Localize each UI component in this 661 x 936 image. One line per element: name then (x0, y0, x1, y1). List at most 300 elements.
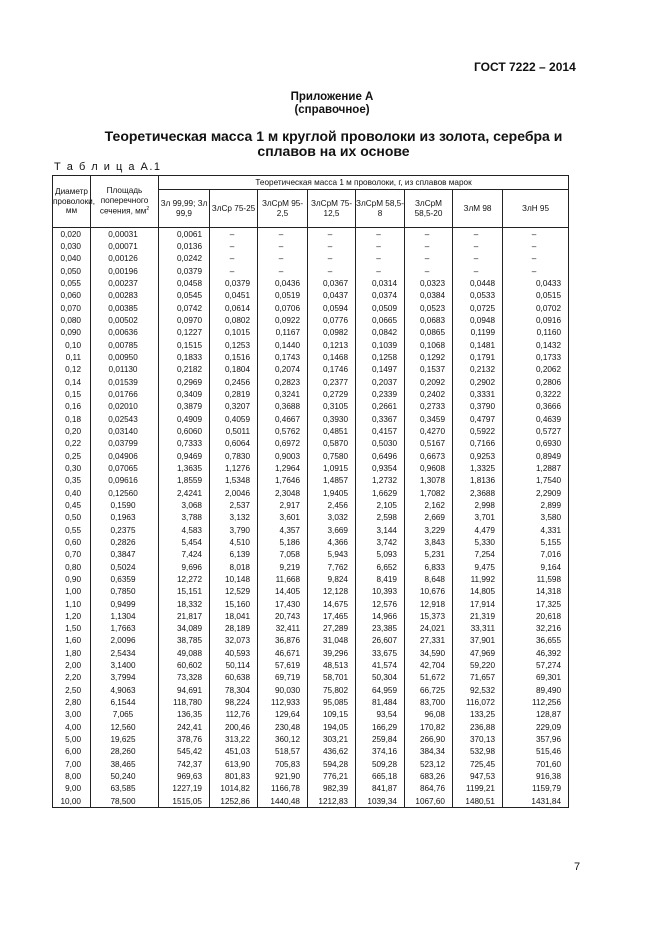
mass-cell: 370,13 (453, 733, 503, 745)
document-code: ГОСТ 7222 – 2014 (474, 60, 576, 74)
mass-cell: 2,998 (453, 499, 503, 511)
diameter-cell: 0,35 (53, 475, 91, 487)
mass-cell: – (258, 253, 308, 265)
mass-cell: 0,1497 (356, 364, 405, 376)
mass-cell: 0,3790 (453, 401, 503, 413)
mass-cell: 259,84 (356, 733, 405, 745)
mass-cell: 60,602 (159, 659, 210, 671)
mass-cell: 9,696 (159, 561, 210, 573)
header-group: Теоретическая масса 1 м проволоки, г, из сплавов марок (159, 176, 569, 190)
mass-cell: 4,479 (453, 524, 503, 536)
mass-cell: 12,272 (159, 573, 210, 585)
mass-cell: 93,54 (356, 709, 405, 721)
area-cell: 7,065 (91, 709, 159, 721)
mass-cell: 0,5870 (308, 438, 356, 450)
mass-cell: 1,1276 (210, 462, 258, 474)
diameter-cell: 6,00 (53, 746, 91, 758)
table-row (53, 610, 569, 622)
mass-cell: 6,139 (210, 549, 258, 561)
diameter-cell: 9,00 (53, 783, 91, 795)
table-row (53, 684, 569, 696)
mass-cell: 0,0948 (453, 314, 503, 326)
mass-cell: – (453, 265, 503, 277)
mass-cell: 0,2969 (159, 376, 210, 388)
title-line-1: Теоретическая масса 1 м круглой проволоки из золота, серебра и (104, 128, 563, 144)
mass-cell: 0,3241 (258, 388, 308, 400)
mass-cell: 2,917 (258, 499, 308, 511)
mass-cell: 0,6060 (159, 425, 210, 437)
mass-cell: 10,393 (356, 586, 405, 598)
mass-cell: 0,0374 (356, 290, 405, 302)
mass-cell: 6,652 (356, 561, 405, 573)
diameter-cell: 0,25 (53, 450, 91, 462)
mass-cell: 0,0614 (210, 302, 258, 314)
mass-cell: – (210, 228, 258, 241)
diameter-cell: 5,00 (53, 733, 91, 745)
table-row (53, 487, 569, 499)
table-row (53, 758, 569, 770)
area-cell: 0,00071 (91, 240, 159, 252)
mass-cell: 0,1481 (453, 339, 503, 351)
area-cell: 6,1544 (91, 696, 159, 708)
mass-cell: 0,0842 (356, 327, 405, 339)
mass-cell: 14,805 (453, 586, 503, 598)
mass-cell: 37,901 (453, 635, 503, 647)
table-row (53, 462, 569, 474)
diameter-cell: 0,55 (53, 524, 91, 536)
mass-cell: 0,2074 (258, 364, 308, 376)
area-cell: 28,260 (91, 746, 159, 758)
mass-cell: 1212,83 (308, 795, 356, 808)
table-row (53, 499, 569, 511)
mass-cell: 0,2902 (453, 376, 503, 388)
mass-cell: 0,0802 (210, 314, 258, 326)
mass-cell: 32,411 (258, 623, 308, 635)
mass-cell: 27,331 (405, 635, 453, 647)
mass-cell: 9,219 (258, 561, 308, 573)
table-row (53, 733, 569, 745)
area-cell: 0,7850 (91, 586, 159, 598)
table-row (53, 746, 569, 758)
table-row (53, 364, 569, 376)
mass-cell: 83,700 (405, 696, 453, 708)
mass-cell: 3,032 (308, 512, 356, 524)
area-cell: 2,5434 (91, 647, 159, 659)
mass-cell: 0,1292 (405, 351, 453, 363)
mass-cell: – (210, 265, 258, 277)
mass-cell: – (356, 253, 405, 265)
mass-cell: 1067,60 (405, 795, 453, 808)
mass-cell: 0,2806 (503, 376, 569, 388)
mass-cell: 39,296 (308, 647, 356, 659)
diameter-cell: 0,030 (53, 240, 91, 252)
mass-cell: 0,6673 (405, 450, 453, 462)
diameter-cell: 2,20 (53, 672, 91, 684)
diameter-cell: 0,50 (53, 512, 91, 524)
area-cell: 0,01766 (91, 388, 159, 400)
diameter-cell: 7,00 (53, 758, 91, 770)
table-row (53, 228, 569, 241)
mass-cell: 17,914 (453, 598, 503, 610)
mass-cell: 0,2402 (405, 388, 453, 400)
mass-cell: 6,833 (405, 561, 453, 573)
table-row (53, 524, 569, 536)
mass-cell: 2,3048 (258, 487, 308, 499)
mass-cell: 0,5167 (405, 438, 453, 450)
mass-cell: 5,454 (159, 536, 210, 548)
mass-cell: 66,725 (405, 684, 453, 696)
mass-cell: 303,21 (308, 733, 356, 745)
mass-cell: 41,574 (356, 659, 405, 671)
mass-cell: 1,7540 (503, 475, 569, 487)
mass-cell: 0,1213 (308, 339, 356, 351)
diameter-cell: 2,00 (53, 659, 91, 671)
area-cell: 0,00785 (91, 339, 159, 351)
mass-cell: 1,2964 (258, 462, 308, 474)
area-cell: 78,500 (91, 795, 159, 808)
area-cell: 0,03140 (91, 425, 159, 437)
mass-cell: 31,048 (308, 635, 356, 647)
mass-cell: 0,0725 (453, 302, 503, 314)
mass-cell: 0,0545 (159, 290, 210, 302)
diameter-cell: 0,40 (53, 487, 91, 499)
mass-cell: 1,9405 (308, 487, 356, 499)
mass-cell: 2,899 (503, 499, 569, 511)
mass-cell: 9,824 (308, 573, 356, 585)
mass-cell: 112,256 (503, 696, 569, 708)
mass-cell: 69,301 (503, 672, 569, 684)
mass-cell: 0,4270 (405, 425, 453, 437)
area-cell: 0,2826 (91, 536, 159, 548)
mass-cell: 0,1515 (159, 339, 210, 351)
mass-cell: 0,7333 (159, 438, 210, 450)
mass-cell: 5,155 (503, 536, 569, 548)
mass-cell: 0,0436 (258, 277, 308, 289)
mass-cell: 0,0451 (210, 290, 258, 302)
mass-cell: 15,373 (405, 610, 453, 622)
mass-cell: 518,57 (258, 746, 308, 758)
mass-cell: 0,6972 (258, 438, 308, 450)
mass-cell: 0,4157 (356, 425, 405, 437)
mass-cell: 378,76 (159, 733, 210, 745)
mass-cell: 236,88 (453, 721, 503, 733)
mass-cell: 5,231 (405, 549, 453, 561)
mass-cell: 49,088 (159, 647, 210, 659)
mass-cell: 11,668 (258, 573, 308, 585)
mass-cell: 0,0533 (453, 290, 503, 302)
area-cell: 0,00950 (91, 351, 159, 363)
mass-cell: 7,016 (503, 549, 569, 561)
table-row (53, 635, 569, 647)
mass-cell: 0,2819 (210, 388, 258, 400)
mass-cell: 15,160 (210, 598, 258, 610)
mass-cell: 705,83 (258, 758, 308, 770)
mass-cell: 34,590 (405, 647, 453, 659)
table-row (53, 709, 569, 721)
area-cell: 0,1590 (91, 499, 159, 511)
mass-cell: 0,3105 (308, 401, 356, 413)
diameter-cell: 0,30 (53, 462, 91, 474)
mass-cell: 0,1068 (405, 339, 453, 351)
area-cell: 50,240 (91, 770, 159, 782)
mass-cell: 4,357 (258, 524, 308, 536)
mass-cell: 0,4667 (258, 413, 308, 425)
mass-cell: 60,638 (210, 672, 258, 684)
mass-cell: – (308, 265, 356, 277)
header-alloy: ЗлН 95 (503, 190, 569, 228)
mass-cell: 0,1258 (356, 351, 405, 363)
mass-cell: 0,1833 (159, 351, 210, 363)
mass-cell: 725,45 (453, 758, 503, 770)
diameter-cell: 0,15 (53, 388, 91, 400)
mass-cell: 0,1468 (308, 351, 356, 363)
mass-cell: 266,90 (405, 733, 453, 745)
diameter-cell: 2,80 (53, 696, 91, 708)
area-cell: 1,1304 (91, 610, 159, 622)
mass-cell: – (453, 240, 503, 252)
mass-cell: 0,1227 (159, 327, 210, 339)
mass-cell: 0,1432 (503, 339, 569, 351)
mass-cell: 170,82 (405, 721, 453, 733)
mass-cell: 1039,34 (356, 795, 405, 808)
mass-cell: 360,12 (258, 733, 308, 745)
mass-cell: 0,4797 (453, 413, 503, 425)
mass-cell: 0,0970 (159, 314, 210, 326)
mass-cell: 2,598 (356, 512, 405, 524)
mass-cell: 95,085 (308, 696, 356, 708)
area-cell: 0,00283 (91, 290, 159, 302)
title-line-2: сплавов на их основе (257, 143, 410, 159)
mass-cell: 0,0683 (405, 314, 453, 326)
mass-cell: 0,0437 (308, 290, 356, 302)
mass-cell: 0,8949 (503, 450, 569, 462)
mass-cell: 7,762 (308, 561, 356, 573)
mass-cell: 0,7580 (308, 450, 356, 462)
mass-cell: 17,465 (308, 610, 356, 622)
mass-cell: 57,619 (258, 659, 308, 671)
area-cell: 38,465 (91, 758, 159, 770)
mass-cell: 8,018 (210, 561, 258, 573)
table-row (53, 783, 569, 795)
mass-cell: – (453, 253, 503, 265)
area-cell: 0,04906 (91, 450, 159, 462)
diameter-cell: 0,60 (53, 536, 91, 548)
mass-cell: 1,3325 (453, 462, 503, 474)
mass-cell: 0,3409 (159, 388, 210, 400)
mass-cell: 0,0702 (503, 302, 569, 314)
area-cell: 4,9063 (91, 684, 159, 696)
area-cell: 0,2375 (91, 524, 159, 536)
header-alloy: Зл 99,99; Зл 99,9 (159, 190, 210, 228)
table-row (53, 277, 569, 289)
mass-cell: 12,529 (210, 586, 258, 598)
mass-cell: 15,151 (159, 586, 210, 598)
mass-cell: 1014,82 (210, 783, 258, 795)
mass-cell: 0,0458 (159, 277, 210, 289)
mass-cell: 229,09 (503, 721, 569, 733)
diameter-cell: 8,00 (53, 770, 91, 782)
mass-cell: 0,9003 (258, 450, 308, 462)
mass-cell: – (308, 228, 356, 241)
mass-cell: 71,657 (453, 672, 503, 684)
diameter-cell: 0,16 (53, 401, 91, 413)
mass-cell: 36,876 (258, 635, 308, 647)
area-cell: 3,1400 (91, 659, 159, 671)
mass-cell: 0,0916 (503, 314, 569, 326)
mass-cell: 36,655 (503, 635, 569, 647)
mass-cell: 73,328 (159, 672, 210, 684)
table-row (53, 376, 569, 388)
mass-cell: 78,304 (210, 684, 258, 696)
mass-cell: 0,1791 (453, 351, 503, 363)
mass-cell: 18,041 (210, 610, 258, 622)
diameter-cell: 1,20 (53, 610, 91, 622)
mass-cell: 12,918 (405, 598, 453, 610)
mass-cell: 0,6496 (356, 450, 405, 462)
mass-cell: 32,216 (503, 623, 569, 635)
mass-cell: 57,274 (503, 659, 569, 671)
mass-cell: 5,330 (453, 536, 503, 548)
mass-cell: 2,456 (308, 499, 356, 511)
mass-cell: 136,35 (159, 709, 210, 721)
mass-cell: 166,29 (356, 721, 405, 733)
mass-cell: 613,90 (210, 758, 258, 770)
mass-cell: 4,331 (503, 524, 569, 536)
header-alloy: ЗлМ 98 (453, 190, 503, 228)
mass-cell: 0,2823 (258, 376, 308, 388)
mass-cell: 0,4639 (503, 413, 569, 425)
mass-cell: 109,15 (308, 709, 356, 721)
mass-cell: 1252,86 (210, 795, 258, 808)
table-row (53, 339, 569, 351)
mass-cell: 5,093 (356, 549, 405, 561)
mass-cell: – (258, 240, 308, 252)
mass-cell: 0,0519 (258, 290, 308, 302)
mass-cell: 0,5011 (210, 425, 258, 437)
mass-cell: 916,38 (503, 770, 569, 782)
mass-cell: 2,162 (405, 499, 453, 511)
mass-cell: 4,366 (308, 536, 356, 548)
table-row (53, 512, 569, 524)
mass-cell: 3,790 (210, 524, 258, 536)
mass-cell: 0,0523 (405, 302, 453, 314)
mass-cell: 0,1015 (210, 327, 258, 339)
mass-cell: 1,8559 (159, 475, 210, 487)
table-row (53, 450, 569, 462)
mass-cell: 1,7646 (258, 475, 308, 487)
mass-cell: 0,2062 (503, 364, 569, 376)
mass-cell: – (356, 240, 405, 252)
diameter-cell: 0,45 (53, 499, 91, 511)
diameter-cell: 1,80 (53, 647, 91, 659)
mass-cell: 0,1733 (503, 351, 569, 363)
mass-cell: 509,28 (356, 758, 405, 770)
mass-cell: 0,4059 (210, 413, 258, 425)
mass-cell: 12,128 (308, 586, 356, 598)
mass-cell: 0,0061 (159, 228, 210, 241)
mass-cell: 11,992 (453, 573, 503, 585)
mass-cell: 8,648 (405, 573, 453, 585)
mass-cell: 0,3367 (356, 413, 405, 425)
mass-cell: 0,5030 (356, 438, 405, 450)
diameter-cell: 1,50 (53, 623, 91, 635)
mass-cell: 0,2182 (159, 364, 210, 376)
mass-cell: 0,0509 (356, 302, 405, 314)
table-row (53, 573, 569, 585)
mass-cell: 0,0922 (258, 314, 308, 326)
mass-cell: 64,959 (356, 684, 405, 696)
mass-cell: 436,62 (308, 746, 356, 758)
mass-cell: 20,743 (258, 610, 308, 622)
mass-cell: 313,22 (210, 733, 258, 745)
mass-cell: 10,148 (210, 573, 258, 585)
mass-cell: 0,4851 (308, 425, 356, 437)
table-row (53, 314, 569, 326)
mass-cell: 1,2887 (503, 462, 569, 474)
mass-cell: 24,021 (405, 623, 453, 635)
area-cell: 0,01130 (91, 364, 159, 376)
mass-cell: 96,08 (405, 709, 453, 721)
mass-cell: 21,817 (159, 610, 210, 622)
table-row (53, 770, 569, 782)
mass-cell: 59,220 (453, 659, 503, 671)
mass-cell: 7,424 (159, 549, 210, 561)
mass-cell: 3,843 (405, 536, 453, 548)
mass-cell: 0,1167 (258, 327, 308, 339)
mass-cell: 0,1516 (210, 351, 258, 363)
table-row (53, 253, 569, 265)
mass-cell: 384,34 (405, 746, 453, 758)
mass-cell: 1,5348 (210, 475, 258, 487)
page-title (0, 129, 661, 159)
mass-cell: 0,1804 (210, 364, 258, 376)
mass-cell: 0,0776 (308, 314, 356, 326)
mass-cell: 1,6629 (356, 487, 405, 499)
mass-cell: 864,76 (405, 783, 453, 795)
diameter-cell: 0,20 (53, 425, 91, 437)
mass-cell: 0,2661 (356, 401, 405, 413)
mass-cell: – (453, 228, 503, 241)
area-cell: 0,00031 (91, 228, 159, 241)
appendix-subtitle: (справочное) (294, 104, 370, 116)
mass-cell: – (503, 240, 569, 252)
area-cell: 0,03799 (91, 438, 159, 450)
diameter-cell: 0,055 (53, 277, 91, 289)
table-row (53, 240, 569, 252)
mass-cell: 47,969 (453, 647, 503, 659)
mass-cell: 0,0367 (308, 277, 356, 289)
mass-cell: 7,254 (453, 549, 503, 561)
mass-cell: 357,96 (503, 733, 569, 745)
mass-cell: 32,073 (210, 635, 258, 647)
appendix-heading (0, 91, 661, 117)
mass-cell: 0,0314 (356, 277, 405, 289)
area-cell: 0,02010 (91, 401, 159, 413)
header-alloy: ЗлСрМ 58,5-8 (356, 190, 405, 228)
mass-cell: 0,1746 (308, 364, 356, 376)
mass-cell: 0,3688 (258, 401, 308, 413)
table-row (53, 413, 569, 425)
diameter-cell: 1,00 (53, 586, 91, 598)
diameter-cell: 0,070 (53, 302, 91, 314)
mass-cell: 14,675 (308, 598, 356, 610)
mass-cell: 0,0242 (159, 253, 210, 265)
mass-cell: 0,5922 (453, 425, 503, 437)
mass-cell: 42,704 (405, 659, 453, 671)
mass-cell: 23,385 (356, 623, 405, 635)
mass-cell: 33,311 (453, 623, 503, 635)
area-cell: 2,0096 (91, 635, 159, 647)
